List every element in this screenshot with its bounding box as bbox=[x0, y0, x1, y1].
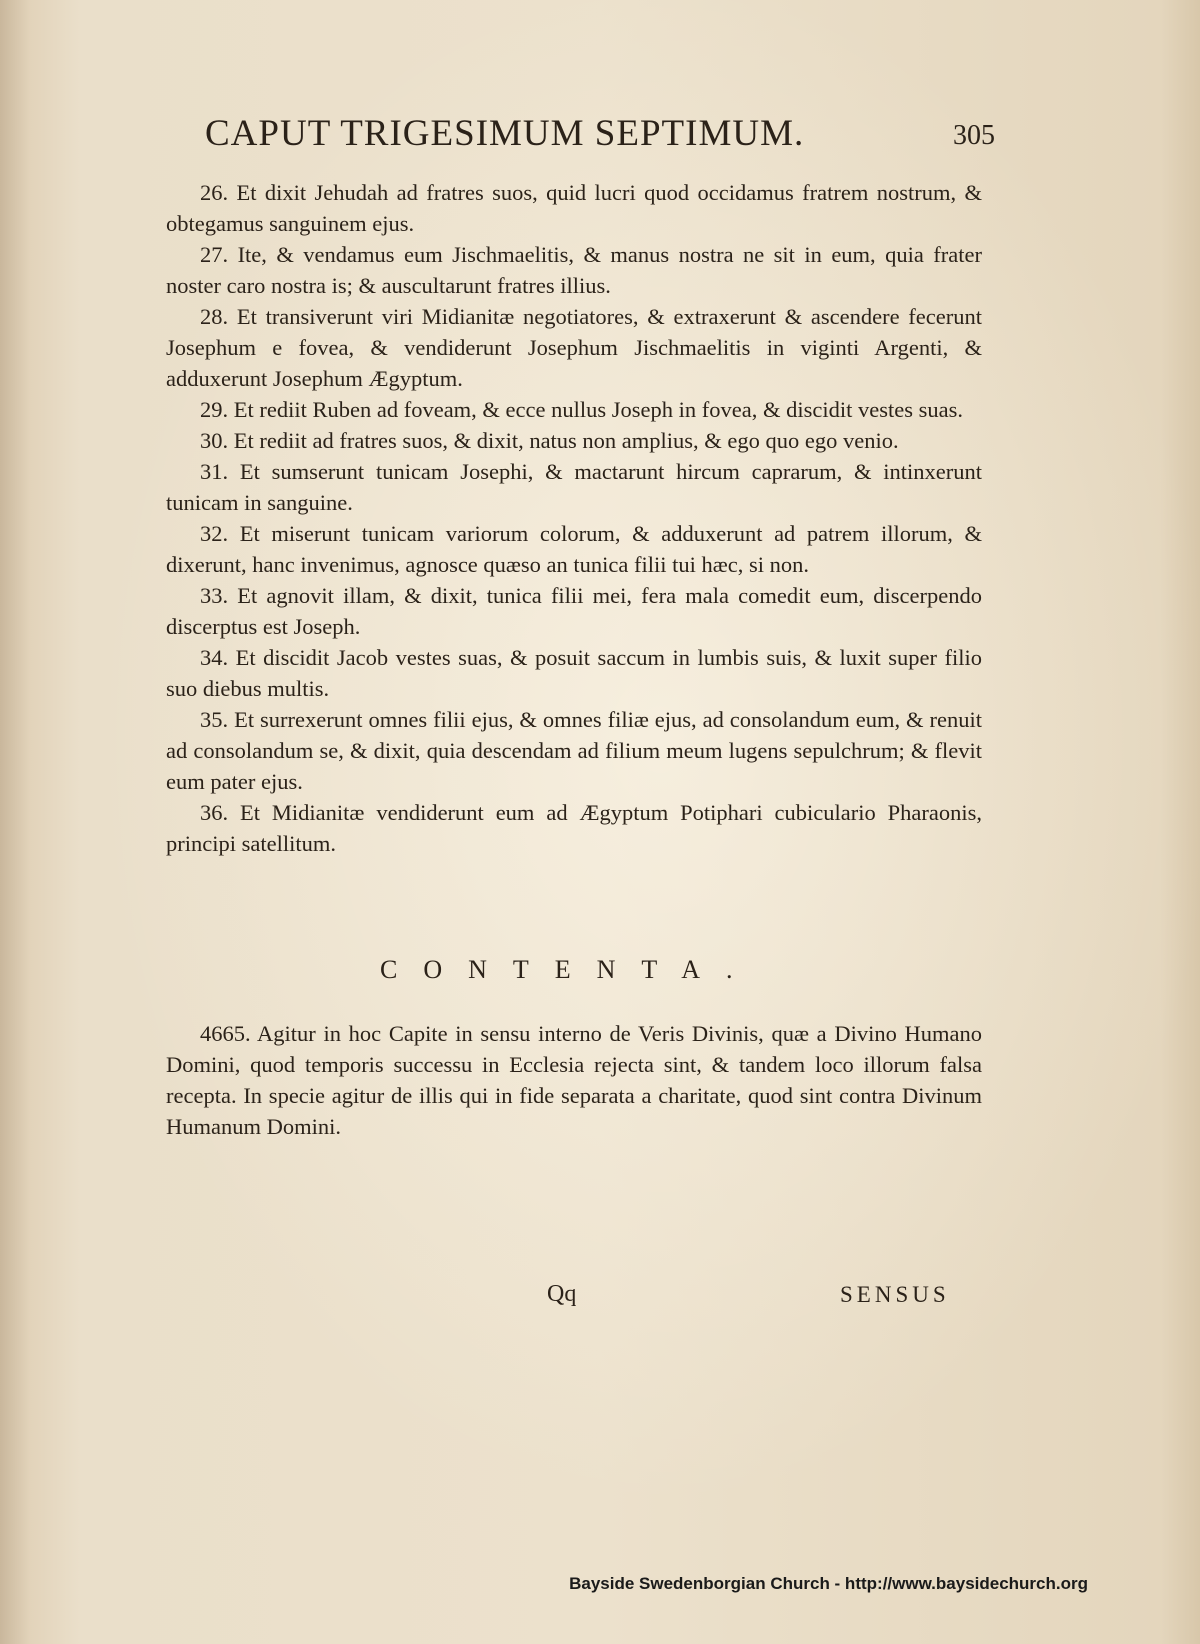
contenta-section bbox=[166, 1018, 982, 1142]
verse-32: 32. Et miserunt tunicam variorum colorum, & adduxerunt ad patrem illorum, & dixerunt, hanc invenimus, agnosce quæso an tunica filii tui hæc, si non. bbox=[166, 521, 982, 577]
running-title: CAPUT TRIGESIMUM SEPTIMUM. bbox=[205, 113, 805, 154]
section-heading: CONTENTA. bbox=[380, 955, 759, 984]
verse-35: 35. Et surrexerunt omnes filii ejus, & omnes filiæ ejus, ad consolandum eum, & renuit ad consolandum se, & dixit, quia descendam ad filium meum lugens sepulchrum; & flevit eum pater ejus. bbox=[166, 707, 982, 794]
verse-30: 30. Et rediit ad fratres suos, & dixit, natus non amplius, & ego quo ego venio. bbox=[200, 428, 899, 453]
page-number: 305 bbox=[953, 120, 995, 151]
verse-34: 34. Et discidit Jacob vestes suas, & posuit saccum in lumbis suis, & luxit super filio suo diebus multis. bbox=[166, 645, 982, 701]
verse-36: 36. Et Midianitæ vendiderunt eum ad Ægyptum Potiphari cubiculario Pharaonis, principi satellitum. bbox=[166, 800, 982, 856]
verse-31: 31. Et sumserunt tunicam Josephi, & mactarunt hircum caprarum, & intinxerunt tunicam in sanguine. bbox=[166, 459, 982, 515]
verse-list bbox=[166, 177, 982, 859]
verse-27: 27. Ite, & vendamus eum Jischmaelitis, & manus nostra ne sit in eum, quia frater noster caro nostra is; & auscultarunt fratres illius. bbox=[166, 242, 982, 298]
page-header bbox=[205, 112, 995, 162]
signature-mark: Qq bbox=[547, 1281, 577, 1307]
contenta-paragraph: 4665. Agitur in hoc Capite in sensu interno de Veris Divinis, quæ a Divino Humano Domini, quod temporis successu in Ecclesia rejecta sint, & tandem loco illorum falsa recepta. In specie agitur de illis qui in fide separata a charitate, quod sint contra Divinum Humanum Domini. bbox=[166, 1021, 982, 1139]
watermark-credit: Bayside Swedenborgian Church - http://www.baysidechurch.org bbox=[569, 1574, 1088, 1593]
verse-26: 26. Et dixit Jehudah ad fratres suos, quid lucri quod occidamus fratrem nostrum, & obtegamus sanguinem ejus. bbox=[166, 180, 982, 236]
catchword: SENSUS bbox=[840, 1282, 950, 1307]
verse-29: 29. Et rediit Ruben ad foveam, & ecce nullus Joseph in fovea, & discidit vestes suas. bbox=[200, 397, 963, 422]
verse-28: 28. Et transiverunt viri Midianitæ negotiatores, & extraxerunt & ascendere fecerunt Josephum e fovea, & vendiderunt Josephum Jischmaelitis in viginti Argenti, & adduxerunt Josephum Ægyptum. bbox=[166, 304, 982, 391]
verse-33: 33. Et agnovit illam, & dixit, tunica filii mei, fera mala comedit eum, discerpendo discerptus est Joseph. bbox=[166, 583, 982, 639]
